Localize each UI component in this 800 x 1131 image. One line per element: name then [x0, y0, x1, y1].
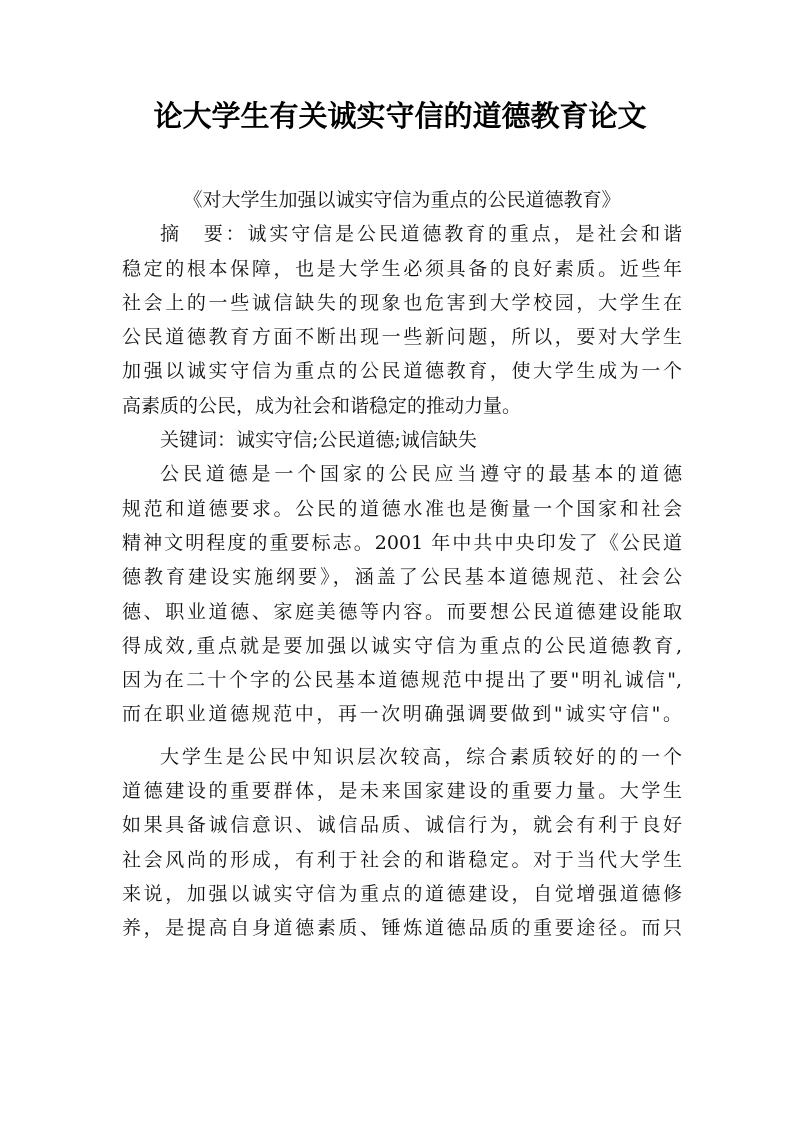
abstract-line: 公民道德教育方面不断出现一些新问题，所以，要对大学生	[122, 326, 682, 349]
paragraph-line: 而在职业道德规范中，再一次明确强调要做到"诚实守信"。	[122, 703, 682, 726]
keywords-line: 关键词：诚实守信;公民道德;诚信缺失	[160, 429, 477, 452]
abstract-line: 稳定的根本保障，也是大学生必须具备的良好素质。近些年	[122, 257, 682, 280]
document-title: 论大学生有关诚实守信的道德教育论文	[153, 99, 647, 133]
paragraph-line: 社会风尚的形成，有利于社会的和谐稳定。对于当代大学生	[122, 848, 682, 871]
paragraph-line: 因为在二十个字的公民基本道德规范中提出了要"明礼诚信",	[122, 669, 682, 692]
paragraph-spacer	[122, 732, 682, 740]
paragraph-line: 养，是提高自身道德素质、锤炼道德品质的重要途径。而只	[122, 917, 682, 940]
paragraph-line: 如果具备诚信意识、诚信品质、诚信行为，就会有利于良好	[122, 814, 682, 837]
abstract-paragraph	[122, 217, 682, 423]
paragraph-line: 德教育建设实施纲要》，涵盖了公民基本道德规范、社会公	[122, 566, 682, 589]
paragraph-line: 大学生是公民中知识层次较高，综合素质较好的的一个	[160, 745, 682, 768]
body-paragraph-1	[122, 457, 682, 731]
subtitle: 《对大学生加强以诚实守信为重点的公民道德教育》	[183, 189, 621, 211]
paragraph-line: 精神文明程度的重要标志。2001 年中共中央印发了《公民道	[122, 531, 682, 554]
paragraph-line: 德、职业道德、家庭美德等内容。而要想公民道德建设能取	[122, 600, 682, 623]
body-paragraph-2	[122, 740, 682, 946]
paragraph-line: 规范和道德要求。公民的道德水准也是衡量一个国家和社会	[122, 497, 682, 520]
abstract-line: 高素质的公民，成为社会和谐稳定的推动力量。	[122, 394, 522, 417]
abstract-line: 摘 要：诚实守信是公民道德教育的重点，是社会和谐	[160, 223, 682, 246]
document-body	[122, 183, 682, 946]
abstract-line: 加强以诚实守信为重点的公民道德教育，使大学生成为一个	[122, 360, 682, 383]
abstract-line: 社会上的一些诚信缺失的现象也危害到大学校园，大学生在	[122, 291, 682, 314]
paragraph-line: 来说，加强以诚实守信为重点的道德建设，自觉增强道德修	[122, 882, 682, 905]
paragraph-line: 得成效,重点就是要加强以诚实守信为重点的公民道德教育,	[122, 634, 682, 657]
paragraph-line: 道德建设的重要群体，是未来国家建设的重要力量。大学生	[122, 780, 682, 803]
paragraph-line: 公民道德是一个国家的公民应当遵守的最基本的道德	[160, 463, 682, 486]
